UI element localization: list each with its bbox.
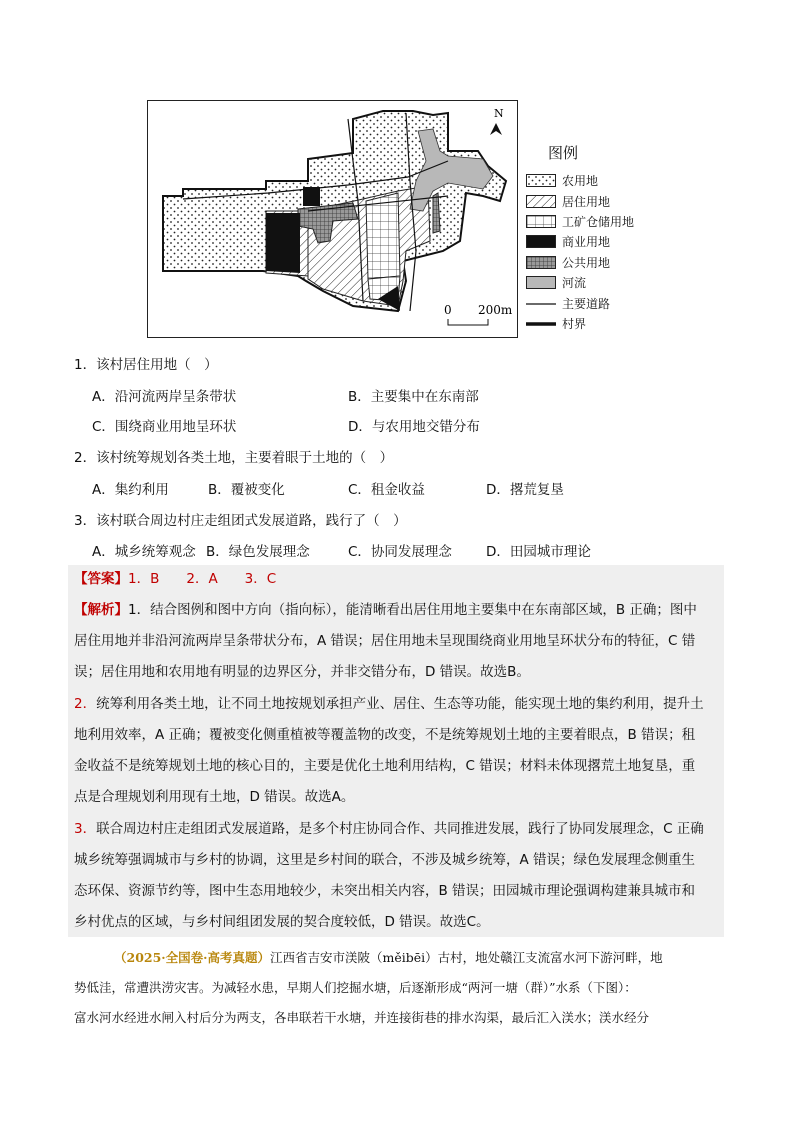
industrial-zone — [366, 193, 400, 279]
analysis-text: 联合周边村庄走组团式发展道路，是多个村庄协同合作、共同推进发展，践行了协同发展理念，C 正确 — [96, 821, 704, 837]
question-3-stem: 3．该村联合周边村庄走组团式发展道路，践行了（ ） — [74, 513, 407, 529]
q2-option-a: A．集约利用 — [92, 482, 169, 498]
legend-label: 工矿仓储用地 — [562, 214, 635, 229]
legend-boundary — [526, 315, 586, 331]
commercial-north — [303, 187, 320, 206]
legend-river — [526, 274, 586, 290]
road-line-icon — [526, 297, 556, 310]
legend-label: 河流 — [562, 275, 587, 290]
north-arrow-icon — [490, 123, 502, 135]
question-2-stem: 2．该村统筹规划各类土地，主要着眼于土地的（ ） — [74, 450, 394, 466]
answer-head: 【答案】 — [74, 571, 128, 587]
analysis-line-5: 地利用效率，A 正确；覆被变化侧重植被等覆盖物的改变，不是统筹规划土地的主要着眼点，B 错误；租 — [74, 727, 696, 743]
legend-label: 商业用地 — [562, 234, 611, 249]
q2-option-b: B．覆被变化 — [208, 482, 285, 498]
answer-line — [74, 566, 276, 592]
q3-option-c: C．协同发展理念 — [348, 544, 452, 560]
legend-industrial — [526, 213, 634, 229]
q3-option-d: D．田园城市理论 — [486, 544, 591, 560]
legend-label: 公共用地 — [562, 255, 611, 270]
q1-option-b: B．主要集中在东南部 — [348, 389, 479, 405]
source-line-1 — [114, 948, 663, 966]
legend-label: 村界 — [562, 316, 587, 331]
analysis-line-3: 误；居住用地和农用地有明显的边界区分，并非交错分布，D 错误。故选B。 — [74, 664, 530, 680]
boundary-line-icon — [526, 317, 556, 330]
legend-label: 农用地 — [562, 173, 599, 188]
analysis-line-1 — [74, 597, 697, 623]
analysis-line-8 — [74, 816, 704, 842]
analysis-head: 【解析】 — [74, 602, 128, 618]
north-label: N — [494, 107, 504, 120]
residential-swatch-icon — [526, 195, 556, 208]
scale-zero: 0 — [444, 303, 452, 317]
legend-commercial — [526, 233, 610, 249]
legend-public — [526, 254, 610, 270]
legend-label: 居住用地 — [562, 194, 611, 209]
analysis-num-3: 3． — [74, 821, 97, 837]
scale-bar — [448, 319, 488, 325]
source-line-2: 势低洼，常遭洪涝灾害。为减轻水患，早期人们挖掘水塘，后逐渐形成“两河一塘（群）”水系（下图）： — [74, 980, 637, 995]
analysis-text: 统筹利用各类土地，让不同土地按规划承担产业、居住、生态等功能，能实现土地的集约利用，提升土 — [96, 696, 704, 712]
analysis-line-4 — [74, 691, 704, 717]
source-tag: （2025·全国卷·高考真题） — [114, 950, 270, 965]
answer-text: 1．B 2．A 3．C — [128, 571, 277, 587]
public-swatch-icon — [526, 256, 556, 269]
map-svg — [148, 101, 519, 339]
q3-option-a: A．城乡统筹观念 — [92, 544, 196, 560]
analysis-line-9: 城乡统筹强调城市与乡村的协调，这里是乡村间的联合，不涉及城乡统筹，A 错误；绿色发展理念侧重生 — [74, 852, 696, 868]
analysis-text: 1．结合图例和图中方向（指向标），能清晰看出居住用地主要集中在东南部区域，B 正确；图中 — [128, 602, 697, 618]
analysis-line-6: 金收益不是统筹规划土地的核心目的，主要是优化土地利用结构，C 错误；材料未体现撂荒土地复垦，重 — [74, 758, 696, 774]
commercial-swatch-icon — [526, 235, 556, 248]
industrial-swatch-icon — [526, 215, 556, 228]
scale-label: 200m — [478, 303, 513, 317]
q3-option-b: B．绿色发展理念 — [206, 544, 310, 560]
analysis-line-7: 点是合理规划利用现有土地，D 错误。故选A。 — [74, 789, 355, 805]
legend-residential — [526, 193, 610, 209]
analysis-num-2: 2． — [74, 696, 97, 712]
legend-road — [526, 295, 610, 311]
agri-swatch-icon — [526, 174, 556, 187]
q1-option-d: D．与农用地交错分布 — [348, 419, 480, 435]
analysis-line-10: 态环保、资源节约等，图中生态用地较少，未突出相关内容，B 错误；田园城市理论强调构建兼具城市和 — [74, 883, 696, 899]
source-line-3: 富水河水经进水闸入村后分为两支，各串联若干水塘，并连接街巷的排水沟渠，最后汇入渼水；渼水经分 — [74, 1010, 650, 1025]
q1-option-a: A．沿河流两岸呈条带状 — [92, 389, 237, 405]
analysis-line-11: 乡村优点的区域，与乡村间组团发展的契合度较低，D 错误。故选C。 — [74, 914, 490, 930]
land-use-map — [147, 100, 518, 338]
analysis-line-2: 居住用地并非沿河流两岸呈条带状分布，A 错误；居住用地未呈现围绕商业用地呈环状分布的特征，C 错 — [74, 633, 696, 649]
q2-option-c: C．租金收益 — [348, 482, 425, 498]
q1-option-c: C．围绕商业用地呈环状 — [92, 419, 237, 435]
river-swatch-icon — [526, 276, 556, 289]
legend-title: 图例 — [548, 144, 579, 162]
question-1-stem: 1．该村居住用地（ ） — [74, 357, 218, 373]
commercial-zone — [266, 213, 300, 273]
source-text: 江西省吉安市渼陂（měibēi）古村，地处赣江支流富水河下游河畔，地 — [270, 950, 663, 965]
legend-agri — [526, 172, 598, 188]
q2-option-d: D．撂荒复垦 — [486, 482, 564, 498]
legend-label: 主要道路 — [562, 296, 611, 311]
